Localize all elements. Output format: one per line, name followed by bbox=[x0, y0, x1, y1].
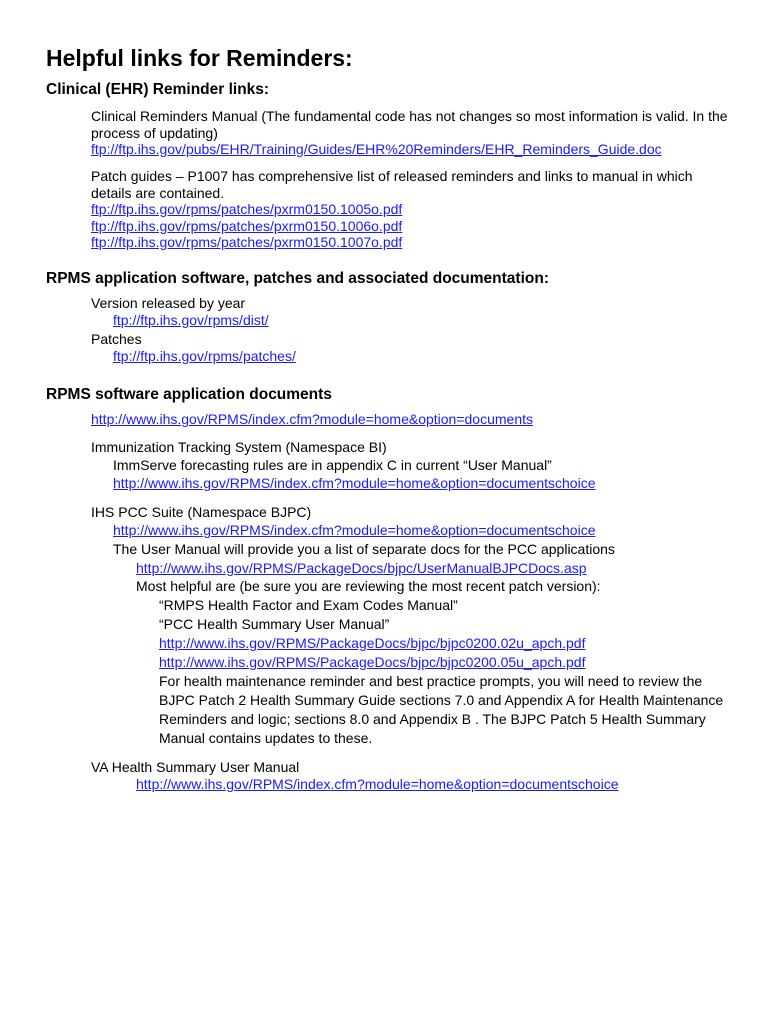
health-maint-line: Reminders and logic; sections 8.0 and Appendix B . The BJPC Patch 5 Health Summary bbox=[159, 711, 706, 727]
clinical-heading: Clinical (EHR) Reminder links: bbox=[46, 81, 270, 98]
rpms-docs-heading: RPMS software application documents bbox=[46, 386, 332, 403]
health-maint-line: For health maintenance reminder and best practice prompts, you will need to review the bbox=[159, 673, 703, 689]
clinical-manual-text-line1: Clinical Reminders Manual (The fundamental code has not changes so most information is valid. In the bbox=[91, 108, 728, 124]
immunization-label: Immunization Tracking System (Namespace BI) bbox=[91, 439, 387, 455]
apch-link-05[interactable]: http://www.ihs.gov/RPMS/PackageDocs/bjpc/bjpc0200.05u_apch.pdf bbox=[159, 654, 586, 670]
patches-label: Patches bbox=[91, 331, 142, 347]
patch-link-1005[interactable]: ftp://ftp.ihs.gov/rpms/patches/pxrm0150.1005o.pdf bbox=[91, 201, 403, 217]
patch-link-1007[interactable]: ftp://ftp.ihs.gov/rpms/patches/pxrm0150.1007o.pdf bbox=[91, 234, 403, 250]
rpms-software-heading: RPMS application software, patches and associated documentation: bbox=[46, 270, 549, 287]
patch-guides-text-line2: details are contained. bbox=[91, 184, 225, 201]
health-factor-manual: “RMPS Health Factor and Exam Codes Manual” bbox=[159, 597, 458, 613]
patches-link[interactable]: ftp://ftp.ihs.gov/rpms/patches/ bbox=[113, 347, 296, 364]
version-link[interactable]: ftp://ftp.ihs.gov/rpms/dist/ bbox=[113, 311, 269, 328]
clinical-manual-text-line2: process of updating) bbox=[91, 124, 218, 141]
pcc-link[interactable]: http://www.ihs.gov/RPMS/index.cfm?module=home&option=documentschoice bbox=[113, 522, 596, 538]
patch-guides-text-line1: Patch guides – P1007 has comprehensive list of released reminders and links to manual in which bbox=[91, 168, 693, 184]
page-title: Helpful links for Reminders: bbox=[46, 45, 353, 71]
health-summary-manual: “PCC Health Summary User Manual” bbox=[159, 616, 390, 632]
health-maintenance-paragraph bbox=[159, 672, 723, 748]
version-block bbox=[91, 295, 296, 364]
pcc-user-manual-link[interactable]: http://www.ihs.gov/RPMS/PackageDocs/bjpc/UserManualBJPCDocs.asp bbox=[136, 560, 587, 576]
pcc-label: IHS PCC Suite (Namespace BJPC) bbox=[91, 504, 312, 520]
clinical-manual-block bbox=[91, 108, 728, 158]
patch-link-1006[interactable]: ftp://ftp.ihs.gov/rpms/patches/pxrm0150.1006o.pdf bbox=[91, 217, 403, 234]
version-label: Version released by year bbox=[91, 295, 246, 311]
most-helpful-text: Most helpful are (be sure you are reviewing the most recent patch version): bbox=[136, 578, 601, 594]
va-label: VA Health Summary User Manual bbox=[91, 759, 300, 775]
immunization-link[interactable]: http://www.ihs.gov/RPMS/index.cfm?module=home&option=documentschoice bbox=[113, 475, 596, 491]
health-maint-line: BJPC Patch 2 Health Summary Guide sections 7.0 and Appendix A for Health Maintenance bbox=[159, 692, 724, 708]
pcc-user-manual-text: The User Manual will provide you a list of separate docs for the PCC applications bbox=[113, 541, 615, 557]
apch-link-02[interactable]: http://www.ihs.gov/RPMS/PackageDocs/bjpc/bjpc0200.02u_apch.pdf bbox=[159, 635, 586, 651]
health-maint-line: Manual contains updates to these. bbox=[159, 730, 373, 746]
patch-guides-block bbox=[91, 168, 693, 251]
va-link[interactable]: http://www.ihs.gov/RPMS/index.cfm?module=home&option=documentschoice bbox=[136, 776, 619, 792]
clinical-manual-link[interactable]: ftp://ftp.ihs.gov/pubs/EHR/Training/Guides/EHR%20Reminders/EHR_Reminders_Guide.doc bbox=[91, 141, 662, 157]
documents-link[interactable]: http://www.ihs.gov/RPMS/index.cfm?module=home&option=documents bbox=[91, 411, 534, 427]
immserve-text: ImmServe forecasting rules are in appendix C in current “User Manual” bbox=[113, 457, 552, 473]
